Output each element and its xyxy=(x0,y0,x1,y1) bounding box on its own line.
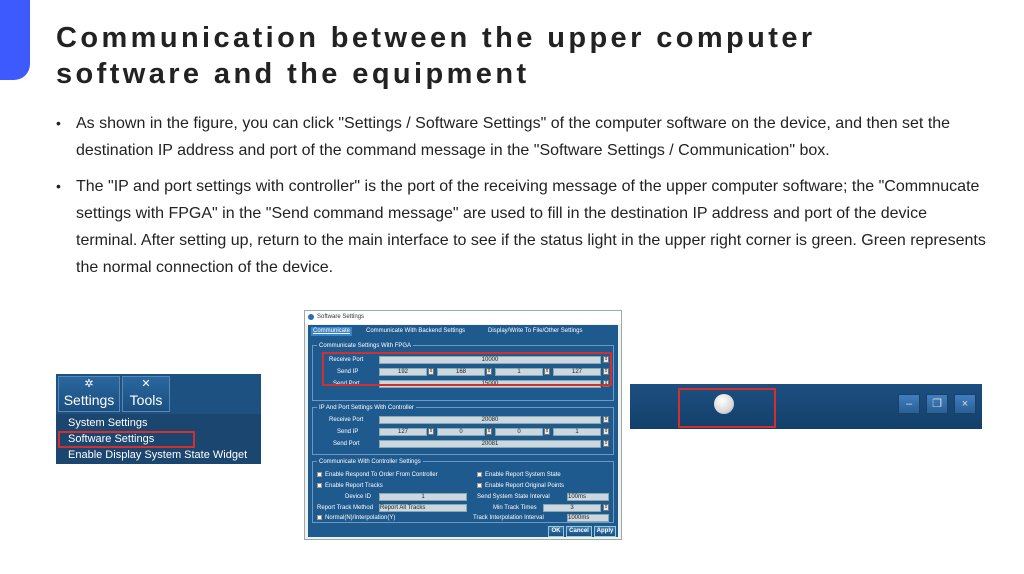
spin-button[interactable]: ⇕ xyxy=(487,368,492,374)
send-ip-octet[interactable]: 1 xyxy=(553,428,601,436)
ok-button[interactable]: OK xyxy=(548,526,564,537)
spin-button[interactable]: ⇕ xyxy=(545,428,550,434)
cancel-button[interactable]: Cancel xyxy=(566,526,592,537)
controller-communication-group xyxy=(312,461,614,523)
group-title: IP And Port Settings With Controller xyxy=(319,405,414,411)
send-ip-octet[interactable]: 127 xyxy=(553,368,601,376)
highlight-box xyxy=(678,388,776,428)
spin-button[interactable]: ⇕ xyxy=(487,428,492,434)
tab-strip xyxy=(308,325,618,336)
enable-respond-checkbox[interactable] xyxy=(317,472,322,477)
normal-interpolation-checkbox[interactable] xyxy=(317,515,322,520)
normal-interpolation-label: Normal(N)/Interpolation(Y) xyxy=(325,515,396,521)
receive-port-label: Receive Port xyxy=(329,417,364,423)
minimize-icon[interactable]: – xyxy=(898,394,920,414)
spin-button[interactable]: ⇕ xyxy=(604,380,609,386)
bullet-dot: • xyxy=(56,178,61,194)
send-port-label: Send Port xyxy=(333,441,360,447)
bullet-text: As shown in the figure, you can click "Settings / Software Settings" of the computer software on the device, and then set the destination IP address and port of the command message in the "Software Settings / Communication" box. xyxy=(76,115,951,159)
group-title: Communicate With Controller Settings xyxy=(319,459,421,465)
receive-port-field[interactable]: 20080 xyxy=(379,416,601,424)
title-line-2: software and the equipment xyxy=(56,58,530,90)
receive-port-field[interactable]: 10000 xyxy=(379,356,601,364)
dialog-title-bar xyxy=(305,311,621,324)
menu-item-enable-display-widget[interactable]: Enable Display System State Widget xyxy=(68,449,248,461)
accent-bar xyxy=(0,0,30,80)
send-ip-octet[interactable]: 168 xyxy=(437,368,485,376)
dialog-title: Software Settings xyxy=(317,314,365,320)
tab-communicate[interactable]: Communicate xyxy=(313,328,351,334)
enable-report-tracks-label: Enable Report Tracks xyxy=(325,483,383,489)
settings-menu-screenshot xyxy=(56,374,261,464)
report-track-method-label: Report Track Method xyxy=(317,505,374,511)
enable-report-system-state-label: Enable Report System State xyxy=(485,472,561,478)
tools-menu-label: Tools xyxy=(129,392,163,408)
menu-item-system-settings[interactable]: System Settings xyxy=(68,417,148,429)
spin-button[interactable]: ⇕ xyxy=(429,368,434,374)
spin-button[interactable]: ⇕ xyxy=(604,440,609,446)
send-ip-octet[interactable]: 127 xyxy=(379,428,427,436)
close-icon[interactable]: × xyxy=(954,394,976,414)
send-ip-octet[interactable]: 1 xyxy=(495,368,543,376)
bullet-item xyxy=(56,110,986,164)
restore-icon[interactable]: ❐ xyxy=(926,394,948,414)
spin-button[interactable]: ⇕ xyxy=(604,368,609,374)
enable-report-original-points-label: Enable Report Original Points xyxy=(485,483,565,489)
send-port-field[interactable]: 20081 xyxy=(379,440,601,448)
status-bar-screenshot xyxy=(630,384,982,429)
spin-button[interactable]: ⇕ xyxy=(604,504,609,510)
settings-menu-button[interactable] xyxy=(58,376,120,412)
send-ip-label: Send IP xyxy=(337,369,359,375)
title-line-1: Communication between the upper computer xyxy=(56,22,816,54)
enable-report-original-points-checkbox[interactable] xyxy=(477,483,482,488)
device-id-label: Device ID xyxy=(345,494,372,500)
tab-backend[interactable]: Communicate With Backend Settings xyxy=(366,328,466,334)
device-id-field[interactable]: 1 xyxy=(379,493,467,501)
track-interpolation-interval-label: Track Interpolation Interval xyxy=(473,515,544,521)
send-port-label: Send Port xyxy=(333,381,360,387)
send-ip-label: Send IP xyxy=(337,429,359,435)
bullet-list xyxy=(56,110,986,290)
page-title xyxy=(56,20,956,92)
highlight-box xyxy=(322,352,612,386)
spin-button[interactable]: ⇕ xyxy=(604,356,609,362)
group-title: Communicate Settings With FPGA xyxy=(319,343,412,349)
receive-port-label: Receive Port xyxy=(329,357,364,363)
settings-menu-label: Settings xyxy=(63,392,115,408)
min-track-times-field[interactable]: 3 xyxy=(543,504,601,512)
spin-button[interactable]: ⇕ xyxy=(429,428,434,434)
min-track-times-label: Min Track Times xyxy=(493,505,537,511)
bullet-dot: • xyxy=(56,115,61,131)
send-ip-octet[interactable]: 0 xyxy=(437,428,485,436)
enable-report-tracks-checkbox[interactable] xyxy=(317,483,322,488)
highlight-box xyxy=(58,431,195,448)
spin-button[interactable]: ⇕ xyxy=(545,368,550,374)
controller-settings-group xyxy=(312,407,614,455)
dialog-body xyxy=(308,325,618,537)
tab-display[interactable]: Display/Write To File/Other Settings xyxy=(488,328,583,334)
menu-item-software-settings[interactable]: Software Settings xyxy=(68,433,155,445)
enable-respond-label: Enable Respond To Order From Controller xyxy=(325,472,438,478)
bullet-item xyxy=(56,173,986,281)
apply-button[interactable]: Apply xyxy=(594,526,616,537)
send-system-state-interval-select[interactable]: 100ms xyxy=(567,493,609,501)
spin-button[interactable]: ⇕ xyxy=(604,416,609,422)
gear-icon: ✲ xyxy=(84,378,94,390)
send-port-field[interactable]: 15000 xyxy=(379,380,601,388)
send-system-state-interval-label: Send System State Interval xyxy=(477,494,550,500)
menu-bar xyxy=(56,374,261,414)
track-interpolation-interval-select[interactable]: 1000ms xyxy=(567,514,609,522)
enable-report-system-state-checkbox[interactable] xyxy=(477,472,482,477)
wrench-screwdriver-icon: ✕ xyxy=(141,378,151,390)
bullet-text: The "IP and port settings with controller" is the port of the receiving message of the upper computer software; the "Commnucate settings with FPGA" in the "Send command message" are used to fill in the destination IP address and port of the device terminal. After setting up, return to the main interface to see if the status light in the upper right corner is green. Green represents the normal connection of the device. xyxy=(76,178,986,276)
report-track-method-select[interactable]: Report All Tracks xyxy=(379,504,467,512)
software-settings-dialog xyxy=(304,310,622,540)
send-ip-octet[interactable]: 192 xyxy=(379,368,427,376)
spin-button[interactable]: ⇕ xyxy=(604,428,609,434)
app-icon xyxy=(308,314,314,320)
send-ip-octet[interactable]: 0 xyxy=(495,428,543,436)
tools-menu-button[interactable] xyxy=(122,376,170,412)
